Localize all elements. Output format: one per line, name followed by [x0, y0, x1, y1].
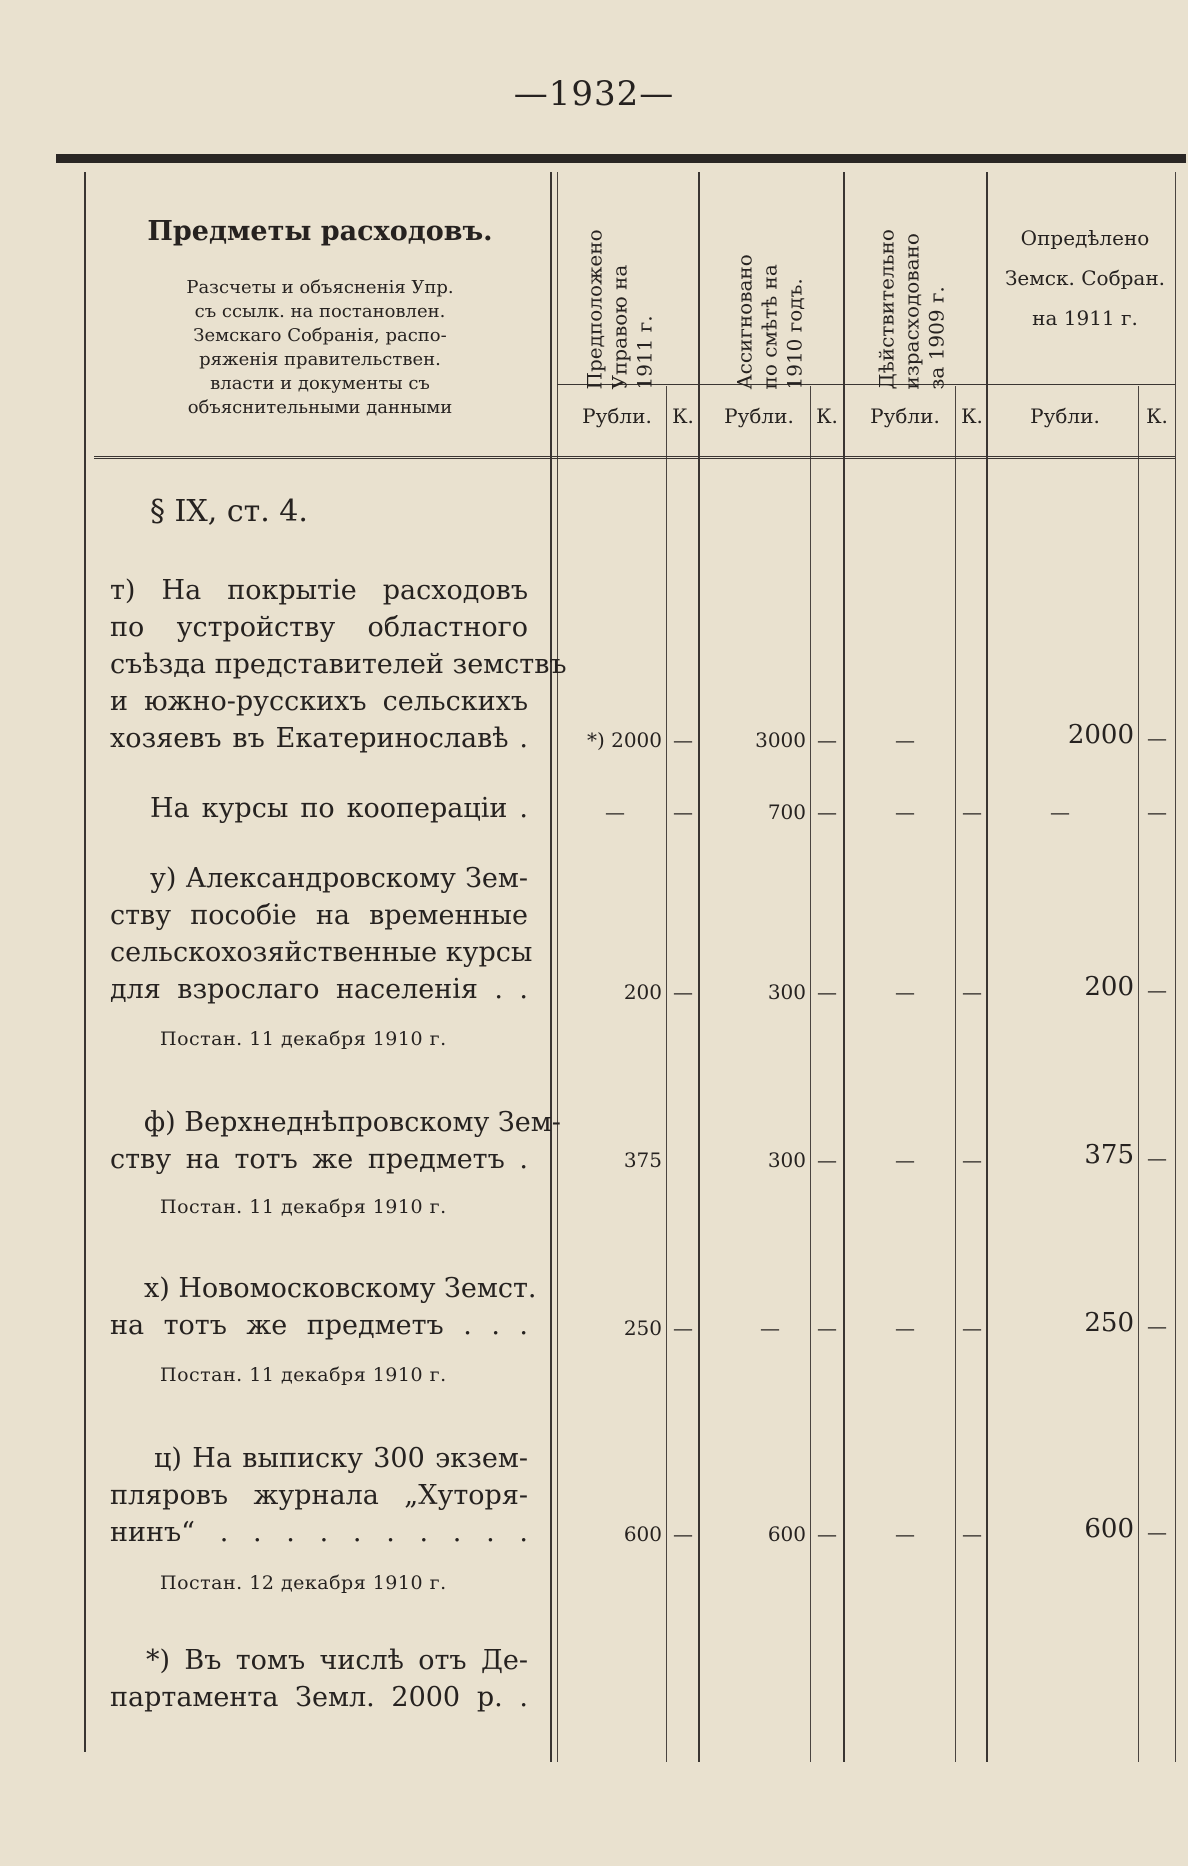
- item-u-note: Постан. 11 декабря 1910 г.: [160, 1028, 447, 1050]
- kop-header-3: К.: [961, 404, 983, 428]
- kop-sep-4: [1138, 386, 1139, 1762]
- item-t-k1: —: [673, 728, 693, 752]
- col3-heading: Дѣйствительно израсходовано за 1909 г.: [874, 229, 949, 390]
- item-f: ф) Верхнеднѣпровскому Зем- ству на тотъ же предметъ .: [110, 1107, 561, 1175]
- item-kh-k1: —: [673, 1316, 693, 1340]
- item-t-k2: —: [817, 728, 837, 752]
- item-u-c1: 200: [623, 980, 662, 1004]
- item-t-k4: —: [1147, 726, 1167, 750]
- item-ts-c3: —: [895, 1522, 915, 1546]
- item-k-c2: 700: [767, 800, 806, 824]
- kop-sep-4b: [1175, 172, 1176, 1762]
- item-kh-k4: —: [1147, 1314, 1167, 1338]
- item-ts-c2: 600: [767, 1522, 806, 1546]
- item-k-c1: —: [605, 800, 625, 824]
- item-ts-k3: —: [962, 1522, 982, 1546]
- item-ts-note: Постан. 12 декабря 1910 г.: [160, 1572, 447, 1594]
- item-t-c2: 3000: [755, 728, 806, 752]
- rub-header-3: Рубли.: [870, 404, 940, 428]
- item-k-k1: —: [673, 800, 693, 824]
- item-k-k3: —: [962, 800, 982, 824]
- item-k-c4: —: [1050, 800, 1070, 824]
- item-u-k2: —: [817, 980, 837, 1004]
- top-rule: [56, 154, 1186, 163]
- item-f-note: Постан. 11 декабря 1910 г.: [160, 1196, 447, 1218]
- item-kh-c4: 250: [1084, 1308, 1134, 1338]
- column-description: Разсчеты и объясненія Упр. съ ссылк. на постановлен. Земскаго Собранія, распо- ряженія правительствен. власти и документы съ объяснительными данными: [186, 277, 454, 418]
- kop-sep-3: [955, 386, 956, 1762]
- item-kh-c2: —: [760, 1316, 780, 1340]
- item-kh-c1: 250: [623, 1316, 662, 1340]
- item-ts-k2: —: [817, 1522, 837, 1546]
- table-border-col1b: [557, 172, 558, 1762]
- item-f-c1: 375: [623, 1148, 662, 1172]
- item-f-k3: —: [962, 1148, 982, 1172]
- kop-sep-1: [666, 386, 667, 1762]
- item-ts-k1: —: [673, 1522, 693, 1546]
- col2-heading: Ассигновано по смѣтѣ на 1910 годъ.: [732, 254, 807, 390]
- kop-header-1: К.: [672, 404, 694, 428]
- page-number: —1932—: [513, 74, 675, 114]
- item-u-k1: —: [673, 980, 693, 1004]
- footnote: *) Въ томъ числѣ отъ Де- партамента Земл. 2000 р. .: [110, 1645, 528, 1713]
- item-ts-c1: 600: [623, 1522, 662, 1546]
- item-ts: ц) На выписку 300 экзем- пляровъ журнала „Хуторя- нинъ“ . . . . . . . . . .: [110, 1443, 528, 1548]
- item-u-k3: —: [962, 980, 982, 1004]
- item-k-c3: —: [895, 800, 915, 824]
- item-f-c3: —: [895, 1148, 915, 1172]
- item-u: у) Александровскому Зем- ству пособіе на временные сельскохозяйственные курсы для взрослаго населенія . .: [110, 863, 533, 1005]
- item-f-c2: 300: [767, 1148, 806, 1172]
- kop-sep-2: [810, 386, 811, 1762]
- item-t-c1: *) 2000: [586, 728, 662, 752]
- item-kh-note: Постан. 11 декабря 1910 г.: [160, 1364, 447, 1386]
- item-f-k4: —: [1147, 1146, 1167, 1170]
- item-u-k4: —: [1147, 978, 1167, 1002]
- item-u-c2: 300: [767, 980, 806, 1004]
- item-u-c3: —: [895, 980, 915, 1004]
- col4-heading: Опредѣлено Земск. Собран. на 1911 г.: [1004, 226, 1166, 330]
- item-kh: х) Новомосковскому Земст. на тотъ же предметъ . . .: [110, 1273, 537, 1341]
- table-border-left: [84, 172, 86, 1752]
- item-kh-k2: —: [817, 1316, 837, 1340]
- item-t: т) На покрытіе расходовъ по устройству областного съѣзда представителей земствъ и южно-русскихъ сельскихъ хозяевъ въ Екатеринославѣ .: [110, 575, 567, 754]
- table-border-col1: [550, 172, 552, 1762]
- item-kh-k3: —: [962, 1316, 982, 1340]
- item-f-k2: —: [817, 1148, 837, 1172]
- col1-heading: Предположено Управою на 1911 г.: [582, 229, 657, 390]
- item-ts-c4: 600: [1084, 1514, 1134, 1544]
- item-t-c4: 2000: [1067, 720, 1134, 750]
- rub-header-2: Рубли.: [724, 404, 794, 428]
- rub-header-1: Рубли.: [582, 404, 652, 428]
- kop-header-4: К.: [1146, 404, 1168, 428]
- item-u-c4: 200: [1084, 972, 1134, 1002]
- section-title: § IX, ст. 4.: [150, 494, 308, 529]
- table-border-col3: [843, 172, 845, 1762]
- item-ts-k4: —: [1147, 1520, 1167, 1544]
- item-kooperatsii: На курсы по кооперацiи .: [150, 793, 528, 824]
- item-k-k4: —: [1147, 800, 1167, 824]
- header-bottom-line: [94, 456, 1175, 459]
- column-title: Предметы расходовъ.: [147, 216, 493, 247]
- item-k-k2: —: [817, 800, 837, 824]
- kop-header-2: К.: [816, 404, 838, 428]
- item-t-c3: —: [895, 728, 915, 752]
- item-kh-c3: —: [895, 1316, 915, 1340]
- item-f-c4: 375: [1084, 1140, 1134, 1170]
- rub-header-4: Рубли.: [1030, 404, 1100, 428]
